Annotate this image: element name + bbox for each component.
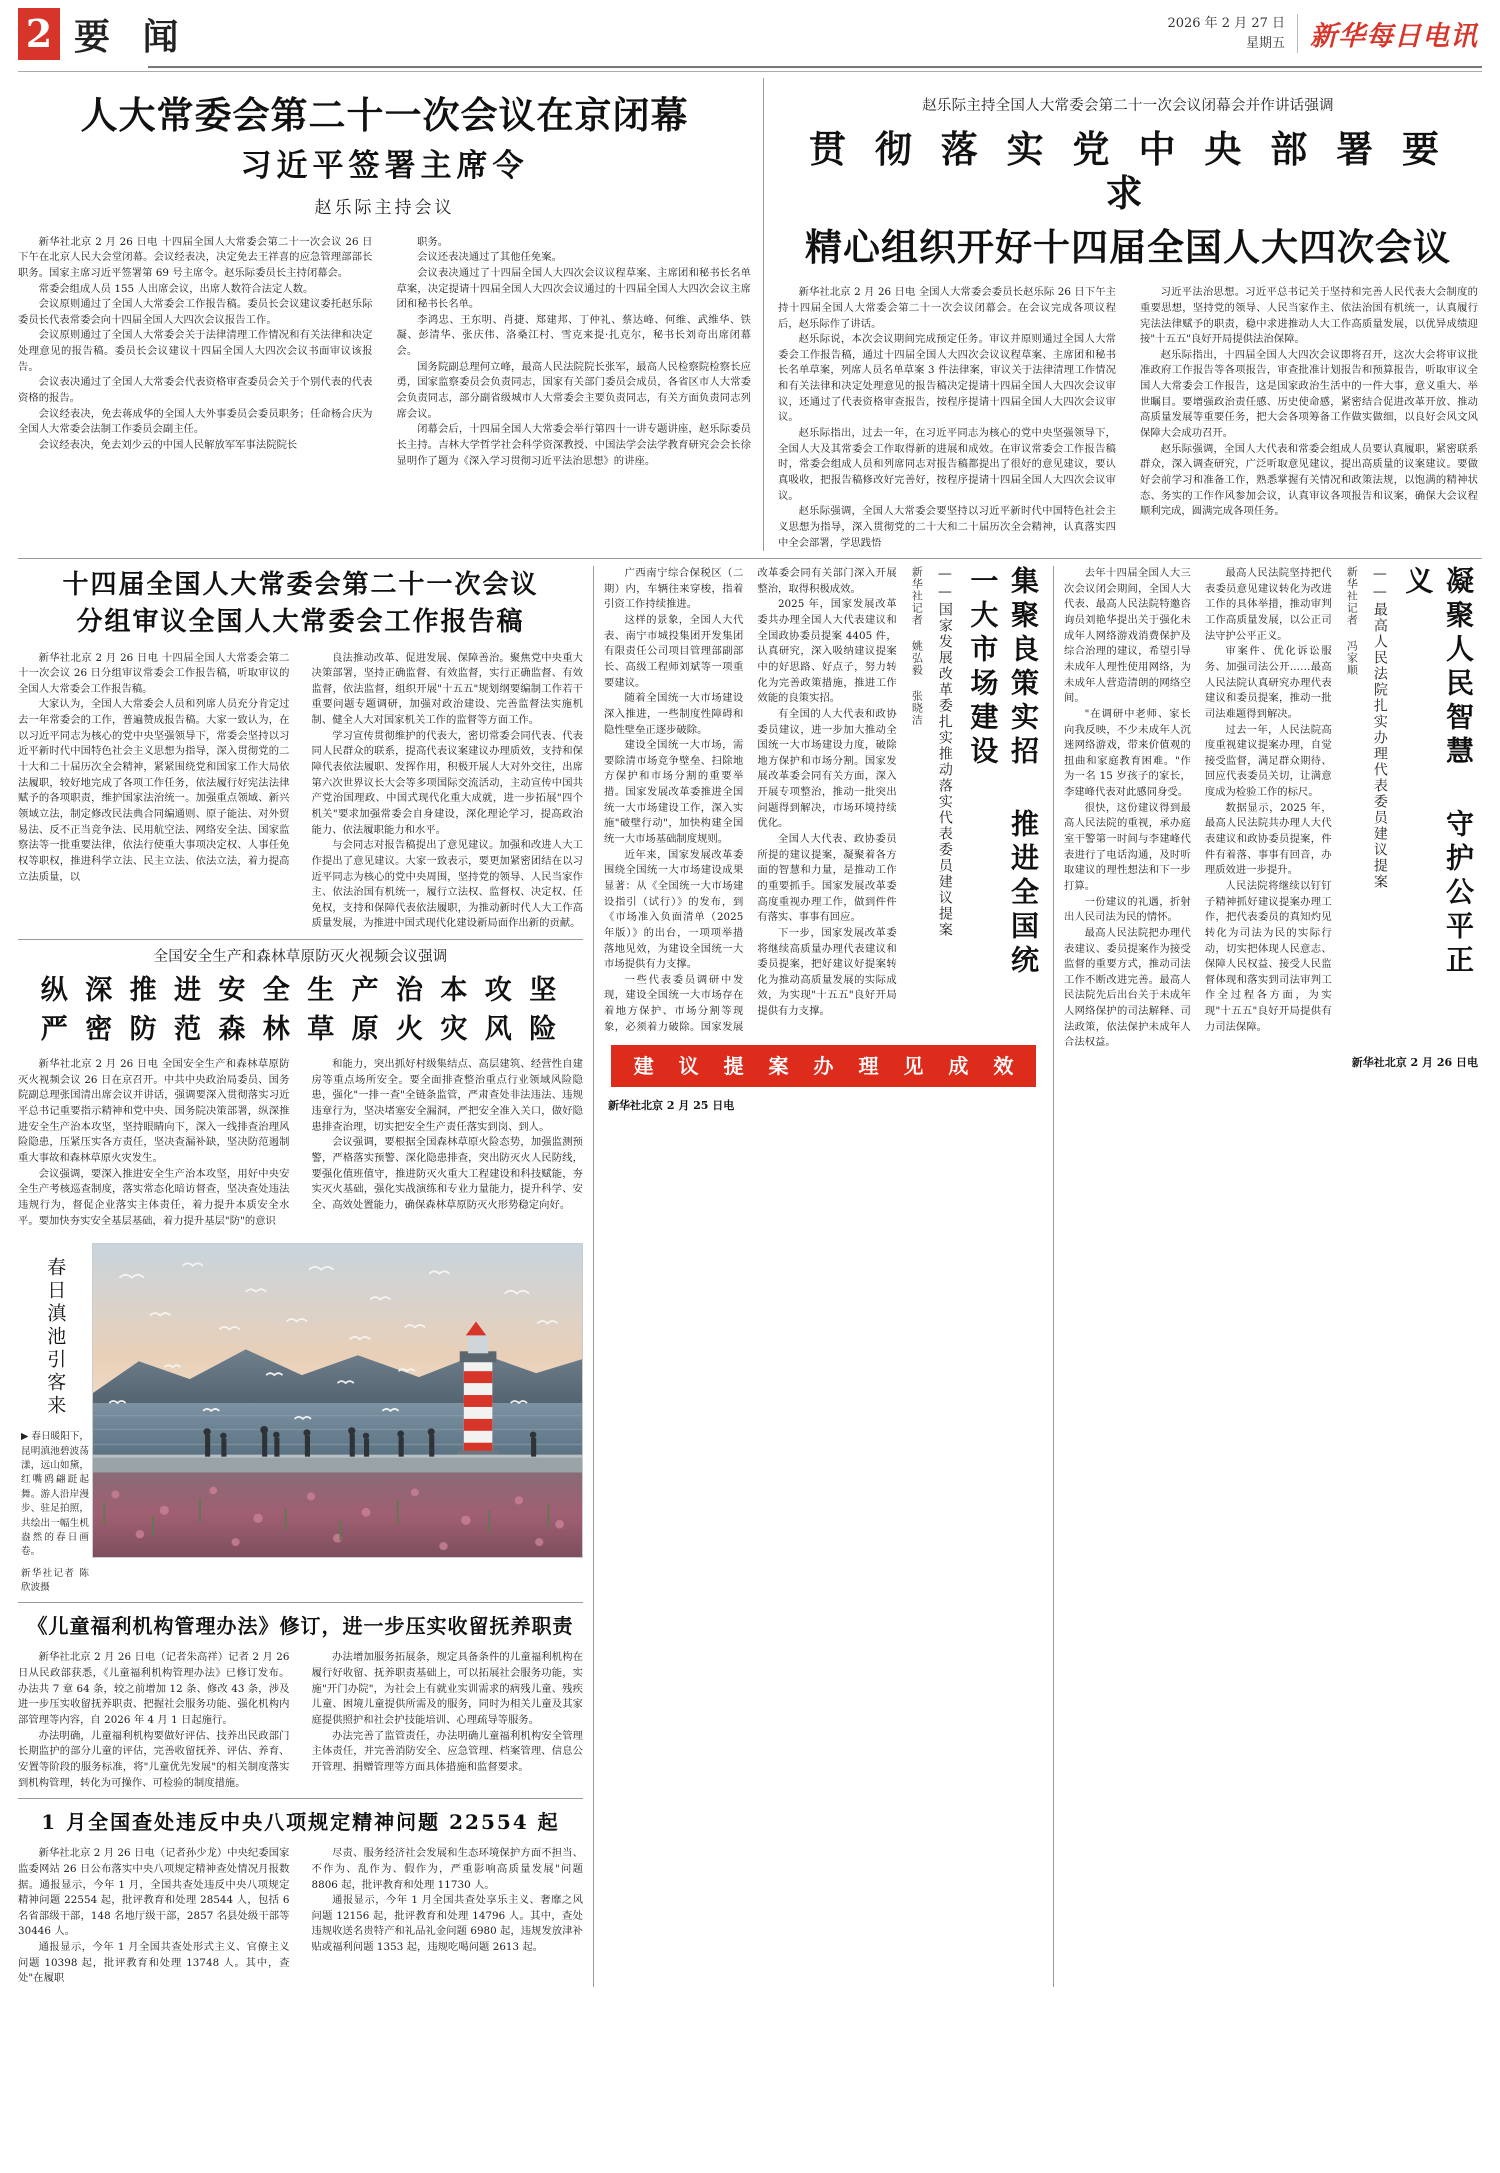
court-endline: 新华社北京 2 月 26 日电 (1351, 1056, 1478, 1070)
campaign-banner: 建 议 提 案 办 理 见 成 效 (611, 1045, 1037, 1087)
paragraph: 会议表决通过了十四届全国人大四次会议议程草案、主席团和秘书长名单草案，决定提请十四届全国人大四次会议通过的十四届全国人大四次会议主席团和秘书长名单。 (396, 266, 751, 311)
paragraph: 和能力，突出抓好村级集结点、高层建筑、经营性自建房等重点场所安全。要全面排查整治重点行业领域风险隐患，强化"一排一查"全链条监管，严肃查处非法违法、违规违章行为，坚决堵塞安全漏洞，严把安全准入关口，做好隐患排查治理，切实把安全生产责任落实到岗、到人。 (311, 1058, 583, 1133)
paragraph: 这样的景象，全国人大代表、南宁市城投集团开发集团有限责任公司项目管理部副部长、高级工程师刘斌等一项重要建议。 (604, 614, 744, 689)
section-divider-4 (18, 1798, 583, 1799)
paper-masthead-title: 新华每日电讯 (1310, 21, 1478, 52)
paragraph: 办法完善了监管责任，办法明确儿童福利机构安全管理主体责任，并完善消防安全、应急管理、档案管理、信息公开管理、捐赠管理等方面具体措施和监督要求。 (311, 1729, 583, 1773)
safety-headline-2: 严 密 防 范 森 林 草 原 火 灾 风 险 (40, 1013, 561, 1045)
paragraph: 赵乐际说，本次会议期间完成预定任务。审议并原则通过全国人大常委会工作报告稿，通过十四届全国人大四次会议议程草案、主席团和秘书长名单草案，列席人员名单草案 3 件法律案，审议关于法律清理工作情况和有关法律和决定处理意见的报告稿决定提请十四届全国人大四次会议审议，还通过了代表资格审查报告，按程序提请十四届全国人大四次会议审议。 (778, 333, 1116, 424)
right-top-story (763, 78, 1478, 551)
court-body (1064, 566, 1332, 1051)
paragraph: 去年十四届全国人大三次会议闭会期间，全国人大代表、最高人民法院特邀咨询员刘艳华提出关于强化未成年人网络游戏消费保护及综合治理的建议，希望引导未成年人理性使用网络，为未成年人营造清朗的网络空间。 (1064, 567, 1191, 705)
paragraph: 一份建议的礼遇，折射出人民司法为民的情怀。 (1064, 895, 1191, 924)
paragraph: 会议表决通过了全国人大常委会代表资格审查委员会关于个别代表的代表资格的报告。 (18, 376, 373, 405)
court-headline-group (1332, 566, 1478, 996)
center-market-layout (604, 566, 1043, 1035)
group-review-column-2 (301, 651, 584, 933)
paragraph: 新华社北京 2 月 26 日电 全国人大常委会委员长赵乐际 26 日下午主持十四届全国人大常委会第二十一次会议闭幕会。在会议完成各项议程后，赵乐际作了讲话。 (778, 286, 1116, 330)
welfare-body (18, 1650, 583, 1791)
discipline-body (18, 1846, 583, 1987)
date-line: 2026 年 2 月 27 日 (1167, 16, 1285, 31)
masthead-rule-secondary (18, 71, 1482, 72)
safety-headline-1: 纵 深 推 进 安 全 生 产 治 本 攻 坚 (40, 975, 561, 1007)
lead-column-2 (385, 235, 752, 470)
paragraph: 李鸿忠、王东明、肖捷、郑建邦、丁仲礼、蔡达峰、何维、武维华、铁凝、彭清华、张庆伟、洛桑江村、雪克来提·扎克尔，秘书长刘奇出席闭幕会。 (396, 313, 751, 358)
safety-body (18, 1057, 583, 1229)
right-story-headline-2: 精心组织开好十四届全国人大四次会议 (805, 224, 1451, 269)
masthead (18, 0, 1482, 70)
welfare-column-1 (18, 1650, 301, 1791)
group-review-column-1 (18, 651, 301, 933)
masthead-rule (148, 66, 1482, 68)
paragraph: 会议强调，要深入推进安全生产治本攻坚，用好中央安全生产考核巡查制度，落实常态化暗访督查，坚决查处违法违规行为，督促企业落实主体责任，着力提升本质安全水平。要加快夯实安全基层基础，着力提升基层"防"的意识 (18, 1167, 290, 1227)
paragraph: 2025 年，国家发展改革委共办理全国人大代表建议和全国政协委员提案 4405 件，认真研究，深入吸纳建议提案中的好思路、好点子，努力转化为完善政策措施，推进工作效能的良策实招。 (757, 598, 897, 705)
paragraph: 会议经表决，免去蒋成华的全国人大外事委员会委员职务；任命杨合庆为全国人大常委会法制工作委员会副主任。 (18, 407, 373, 436)
paragraph: 广西南宁综合保税区（二期）内，车辆往来穿梭，指着引资工作持续推进。 (604, 567, 744, 611)
paragraph: 会议原则通过了全国人大常委会关于法律清理工作情况和有关法律和决定处理意见的报告稿。委员长会议建议十四届全国人大四次会议书面审议该报告。 (18, 329, 373, 373)
paragraph: 尽责、服务经济社会发展和生态环境保护方面不担当、不作为、乱作为、假作为，严重影响高质量发展"问题 8806 起，批评教育和处理 11730 人。 (311, 1847, 583, 1891)
paragraph: 赵乐际指出，过去一年，在习近平同志为核心的党中央坚强领导下，全国人大及其常委会工作取得新的进展和成效。在审议常委会工作报告稿时，常委会组成人员和列席同志对报告稿都提出了很好的意见建议，要认真吸收，把报告稿修改好完善好，按程序提请十四届全国人大四次会议审议。 (778, 427, 1116, 502)
paragraph: 会议经表决，免去刘少云的中国人民解放军军事法院院长 (38, 438, 298, 451)
paragraph: 新华社北京 2 月 26 日电 十四届全国人大常委会第二十一次会议 26 日下午在北京人民大会堂闭幕。会议经表决，决定免去王祥喜的应急管理部部长职务。国家主席习近平签署第 69 号主席令。赵乐际委员长主持闭幕会。 (18, 235, 373, 279)
safety-column-1 (18, 1057, 301, 1229)
lead-subhead: 赵乐际主持会议 (314, 197, 455, 218)
weekday-line: 星期五 (1245, 35, 1285, 51)
paragraph: 赵乐际强调，全国人大常委会要坚持以习近平新时代中国特色社会主义思想为指导，深入贯彻党的二十大和二十届历次全会精神，认真落实四中全会部署，学思践悟 (778, 505, 1116, 549)
paragraph: "在调研中老师、家长向我反映，不少未成年人沉迷网络游戏，带来价值观的扭曲和家庭教育困难。"作为一名 15 岁孩子的家长，李建峰代表对此感同身受。 (1064, 707, 1191, 799)
right-story-shoulder: 赵乐际主持全国人大常委会第二十一次会议闭幕会并作讲话强调 (922, 98, 1334, 114)
section-divider-3 (18, 1602, 583, 1603)
right-story-body (778, 285, 1478, 551)
masthead-left (18, 8, 189, 60)
page-number-badge: 2 (18, 8, 60, 60)
discipline-column-2 (301, 1846, 584, 1987)
middle-region (18, 566, 1482, 1987)
paragraph: 数据显示，2025 年，最高人民法院共办理人大代表建议和政协委员提案，件件有着落、事事有回音，办理质效进一步提升。 (1204, 801, 1332, 877)
center-market-headline: 集聚良策实招 推进全国统一大市场建设 (966, 566, 1040, 980)
story-welfare (18, 1610, 583, 1791)
paragraph: 常委会组成人员 155 人出席会议，出席人数符合法定人数。 (38, 282, 314, 295)
story-group-review (18, 570, 583, 932)
paragraph: 国务院副总理何立峰，最高人民法院院长张军，最高人民检察院检察长应勇，国家监察委员会负责同志，国家有关部门委员会成员，各省区市人大常委会负责同志，部分副省级城市人大常委会主要负责同志，有关方面负责同志列席会议。 (396, 360, 751, 420)
court-byline: 新华社记者 冯家顺 (1345, 566, 1359, 677)
paragraph: 大家认为，全国人大常委会人员和列席人员充分肯定过去一年常委会的工作，普遍赞成报告稿。大家一致认为，在以习近平同志为核心的党中央坚强领导下，常委会坚持以习近平新时代中国特色社会主义思想为指导，深入贯彻党的二十大和二十届历次全会精神，紧紧围绕党和国家工作大局依法履职，较好地完成了各项工作任务，依法履行好宪法法律赋予的各项职责，维护国家法治统一。加强重点领域、新兴领域立法，制定修改民法典合同编通则、原子能法、对外贸易法、反不正当竞争法、民用航空法、网络安全法、国家监察法等一批重要法律，依法行使重大事项决定权、人事任免权等职权，推进科学立法、民主立法、依法立法，着力提高立法质量，以 (18, 698, 290, 883)
top-region (18, 78, 1482, 551)
paragraph: 与会同志对报告稿提出了意见建议。加强和改进人大工作提出了意见建议。大家一致表示，要更加紧密团结在以习近平同志为核心的党中央周围，坚持党的领导、人民当家作主、依法治国有机统一，履行立法权、监督权、决定权、任免权，支持和保障代表依法履职，为推动新时代人大工作高质量发展，为推进中国式现代化建设新局面作出新的贡献。 (311, 839, 583, 930)
group-review-headline-1: 十四届全国人大常委会第二十一次会议 (62, 570, 539, 601)
dianchi-lake-photo (92, 1243, 583, 1558)
paragraph: 新华社北京 2 月 26 日电 十四届全国人大常委会第二十一次会议 26 日分组审议常委会工作报告稿，听取审议的全国人大常委会工作报告稿。 (18, 651, 290, 695)
paragraph: 有全国的人大代表和政协委员建议，进一步加大推动全国统一大市场建设力度，破除地方保护和市场分割。国家发展改革委会同有关方面，深入开展专项整治，推动一批突出问题得到解决，市场环境持续优化。 (757, 707, 897, 830)
paragraph: 办法增加服务拓展条，规定具备条件的儿童福利机构在履行好收留、抚养职责基础上，可以拓展社会服务功能，实施"开门办院"，为社会上有就业实训需求的病残儿童、残疾儿童、困境儿童提供所需及的服务，同时为相关儿童及其家庭提供照护和社会护技能培训、心理疏导等服务。 (311, 1651, 583, 1727)
discipline-column-1 (18, 1846, 301, 1987)
lead-story (18, 78, 763, 551)
group-review-headline-2: 分组审议全国人大常委会工作报告稿 (76, 607, 525, 638)
discipline-headline: 1 月全国查处违反中央八项规定精神问题 22554 起 (41, 1810, 560, 1835)
right-story-headline-1: 贯 彻 落 实 党 中 央 部 署 要 求 (809, 127, 1447, 215)
paragraph: 最高人民法院坚持把代表委员意见建议转化为改进工作的具体举措，推动审判工作高质量发展，以公正司法守护公平正义。 (1204, 567, 1332, 642)
center-market-headline-group (897, 566, 1043, 996)
story-right-court (1053, 566, 1478, 1987)
story-discipline (18, 1806, 583, 1987)
paragraph: 闭幕会后，十四届全国人大常委会举行第四十一讲专题讲座，赵乐际委员长主持。吉林大学哲学社会科学资深教授、中国法学会法学教育研究会会长徐显明作了题为《深入学习贯彻习近平法治思想》的讲座。 (396, 423, 751, 467)
story-center-market (593, 566, 1053, 1987)
safety-shoulder: 全国安全生产和森林草原防灭火视频会议强调 (153, 949, 448, 966)
paragraph: 建设全国统一大市场，需要除清市场竞争壁垒、扫除地方保护和市场分割的重要举措。国家发展改革委推进全国统一大市场建设工作，深入实施"破壁行动"，加快构建全国统一大市场基础制度规则。 (604, 739, 744, 846)
court-headline: 凝聚人民智慧 守护公平正义 (1401, 566, 1475, 980)
center-market-subtitle: ——国家发展改革委扎实推动落实代表委员建议提案 (936, 566, 953, 939)
paragraph: 赵乐际强调，全国人大代表和常委会组成人员要认真履职，紧密联系群众，深入调查研究，广泛听取意见建议，提出高质量的议案建议。要做好会前学习和准备工作，熟悉掌握有关情况和政策法规，以饱满的精神状态、务实的工作作风参加会议，认真审议各项报告和议案，确保大会议程顺利完成，圆满完成各项任务。 (1140, 442, 1478, 518)
paragraph: 很快，这份建议得到最高人民法院的重视，承办庭室干警第一时间与李建峰代表进行了电话沟通，及时听取建议的理性想法和下一步打算。 (1064, 801, 1191, 892)
paragraph: 下一步，国家发展改革委将继续高质量办理代表建议和委员提案，把好建议好提案转化为推动高质量发展的实际成效，为实现"十五五"良好开局提供有力支撑。 (757, 926, 897, 1018)
paragraph: 职务。 (417, 235, 449, 248)
photo-block (18, 1243, 583, 1595)
lead-headline-second: 习近平签署主席令 (240, 147, 529, 184)
section-divider-2 (18, 939, 583, 940)
paragraph: 赵乐际指出，十四届全国人大四次会议即将召开，这次大会将审议批准政府工作报告等各项报告，审查批准计划报告和预算报告，听取审议全国人大常委会工作报告，这是国家政治生活中的一件大事，意义重大、举世瞩目。要增强政治责任感、历史使命感，紧密结合促进改革开放、推动高质量发展等重要任务，把大会各项筹备工作做实做细，以良好会风文风保障大会成功召开。 (1140, 348, 1478, 440)
right-story-column-2 (1128, 285, 1478, 551)
photo-caption-title: 春日滇池引客来 (44, 1257, 67, 1419)
center-market-body (604, 566, 897, 1035)
paragraph: 新华社北京 2 月 26 日电 全国安全生产和森林草原防灭火视频会议 26 日在京召开。中共中央政治局委员、国务院副总理张国清出席会议并讲话，强调要深入贯彻落实习近平总书记重要指示精神和党中央、国务院决策部署，纵深推进安全生产治本攻坚，坚持眼睛向下，深入一线排查治理风险隐患，压紧压实各方责任，坚决查漏补缺，坚决防范遏制重大事故和森林草原火灾发生。 (18, 1058, 290, 1164)
paragraph: 新华社北京 2 月 26 日电（记者朱高祥）记者 2 月 26 日从民政部获悉，《儿童福利机构管理办法》已修订发布。办法共 7 章 64 条，较之前增加 12 条、修改 43 条，涉及进一步压实收留抚养职责、把握社会服务功能、强化机构内部管理等内容，自 2026 年 4 月 1 日起施行。 (18, 1651, 290, 1727)
story-safety (18, 947, 583, 1229)
court-subtitle: ——最高人民法院扎实办理代表委员建议提案 (1371, 566, 1388, 891)
photo-caption-text: ▶ 春日暖阳下，昆明滇池碧波荡漾，远山如黛，红嘴鸥翩跹起舞。游人沿岸漫步、驻足拍照，共绘出一幅生机盎然的春日画卷。 (21, 1431, 89, 1558)
paragraph: 习近平法治思想。习近平总书记关于坚持和完善人民代表大会制度的重要思想，坚持党的领导、人民当家作主、依法治国有机统一，认真履行宪法法律赋予的职责，稳中求进推动人大工作高质量发展，以优异成绩迎接"十五五"良好开局提供法治保障。 (1140, 286, 1478, 346)
paragraph: 新华社北京 2 月 26 日电（记者孙少龙）中央纪委国家监委网站 26 日公布落实中央八项规定精神查处情况月报数据。通报显示，今年 1 月，全国共查处违反中央八项规定精神问题 22554 起，批评教育和处理 28544 人，包括 6 名省部级干部，148 名地厅级干部，2857 名县处级干部等 30446 人。 (18, 1847, 290, 1938)
lead-column-1 (18, 235, 385, 470)
masthead-right (1167, 8, 1482, 53)
paragraph: 学习宣传贯彻维护的代表大，密切常委会同代表、代表同人民群众的联系，提高代表议案建议办理质效，支持和保障代表依法履职、发挥作用，积极开展人大对外交往，出席第六次世界议长大会等多项国际交流活动，主动宣传中国共产党治国理政、中国式现代化重大成就，进一步拓展"四个机关"要求加强常委会自身建设，深化理论学习，提高政治能力、依法履职能力和水平。 (311, 729, 583, 836)
welfare-headline: 《儿童福利机构管理办法》修订，进一步压实收留抚养职责 (27, 1614, 574, 1639)
photo-wrapper (92, 1243, 583, 1558)
middle-left-group (18, 566, 593, 1987)
court-layout (1064, 566, 1478, 1051)
section-title: 要 闻 (74, 15, 189, 58)
photo-caption-column (18, 1243, 92, 1595)
lead-body (18, 235, 751, 470)
paragraph: 过去一年，人民法院高度重视建议提案办理，自觉接受监督，满足群众期待、回应代表委员关切，让满意度成为检验工作的标尺。 (1204, 723, 1332, 799)
paragraph: 最高人民法院把办理代表建议、委员提案作为接受监督的重要方式，推动司法工作不断改进完善。最高人民法院先后出台关于未成年人网络保护的司法解释、司法政策，依法保护未成年人合法权益。 (1064, 926, 1191, 1049)
paragraph: 通报显示，今年 1 月全国共查处形式主义、官僚主义问题 10398 起，批评教育和处理 13748 人。其中，查处"在履职 (18, 1941, 290, 1985)
paragraph: 良法推动改革、促进发展、保障善治。聚焦党中央重大决策部署，坚持正确监督、有效监督，实行正确监督、有效监督，依法监督，组织开展"十五五"规划纲要编制工作若干重要问题专题调研，加强对政治建设、完善监督法实施机制、健全人大对国家机关工作的监督等方面工作。 (311, 651, 583, 727)
welfare-column-2 (301, 1650, 584, 1791)
paragraph: 一些代表委员调研中发现，建设全国统一大市场存在着地方保护、市场分割等现象，必须着力破除。国家发展改革委会同有关部门深入开展整治，取得积极成效。 (604, 567, 897, 1033)
paragraph: 会议原则通过了全国人大常委会工作报告稿。委员长会议建议委托赵乐际委员长代表常委会向十四届全国人大四次会议报告工作。 (18, 298, 373, 326)
publication-date (1167, 14, 1298, 53)
section-divider-1 (18, 558, 1482, 559)
group-review-body (18, 651, 583, 933)
paragraph: 会议还表决通过了其他任免案。 (417, 251, 562, 264)
paragraph: 会议强调，要根据全国森林草原火险态势，加强监测预警，严格落实预警、深化隐患排查，突出防灭火人民防线，要强化值班值守，推进防灭火重大工程建设和科技赋能，夯实灭火基础，强化实战演练和专业力量能力，提升科学、安全、高效处置能力，确保森林草原防灭火形势稳定向好。 (311, 1136, 583, 1211)
banner-wrapper (604, 1045, 1043, 1087)
center-market-byline: 新华社记者 姚弘毅 张晓洁 (910, 566, 924, 727)
right-story-column-1 (778, 285, 1128, 551)
paragraph: 全国人大代表、政协委员所提的建议提案，凝聚着各方面的智慧和力量，是推动工作的重要抓手。国家发展改革委高度重视办理工作，做到件件有落实、事事有回应。 (757, 833, 897, 924)
lead-headline-main: 人大常委会第二十一次会议在京闭幕 (80, 93, 689, 137)
photo-credit: 新华社记者 陈欣波摄 (21, 1567, 89, 1594)
paragraph: 人民法院将继续以钉钉子精神抓好建议提案办理工作，把代表委员的真知灼见转化为司法为民的实际行动，切实把体现人民意志、保障人民权益、接受人民监督体现和落实到司法审判工作全过程各方面，为实现"十五五"良好开局提供有力司法保障。 (1204, 879, 1332, 1033)
paragraph: 审案件、优化诉讼服务、加强司法公开……最高人民法院认真研究办理代表建议和委员提案，推动一批司法难题得到解决。 (1204, 645, 1332, 720)
center-market-endline: 新华社北京 2 月 25 日电 (608, 1099, 735, 1113)
paragraph: 办法明确，儿童福利机构要做好评估、技养出民政部门长期监护的部分儿童的评估，完善收留抚养、评估、养育、安置等阶段的服务标准，将"儿童优先发展"的相关制度落实到机构管理，转化为可操作、可检验的制度措施。 (18, 1729, 290, 1789)
safety-column-2 (301, 1057, 584, 1229)
paragraph: 通报显示，今年 1 月全国共查处享乐主义、奢靡之风问题 12156 起，批评教育和处理 14796 人。其中，查处违规收送名贵特产和礼品礼金问题 6980 起，违规发放津补贴或福利问题 1353 起，违规吃喝问题 2613 起。 (311, 1894, 583, 1954)
paragraph: 近年来，国家发展改革委围绕全国统一大市场建设成果显著：从《全国统一大市场建设指引（试行）》的发布，到《市场准入负面清单（2025 年版）》的出台，一项项举措落地见效，为建设全国统一大市场提供有力支撑。 (604, 848, 744, 971)
paragraph: 随着全国统一大市场建设深入推进，一些制度性障碍和隐性壁垒正逐步破除。 (604, 692, 744, 736)
